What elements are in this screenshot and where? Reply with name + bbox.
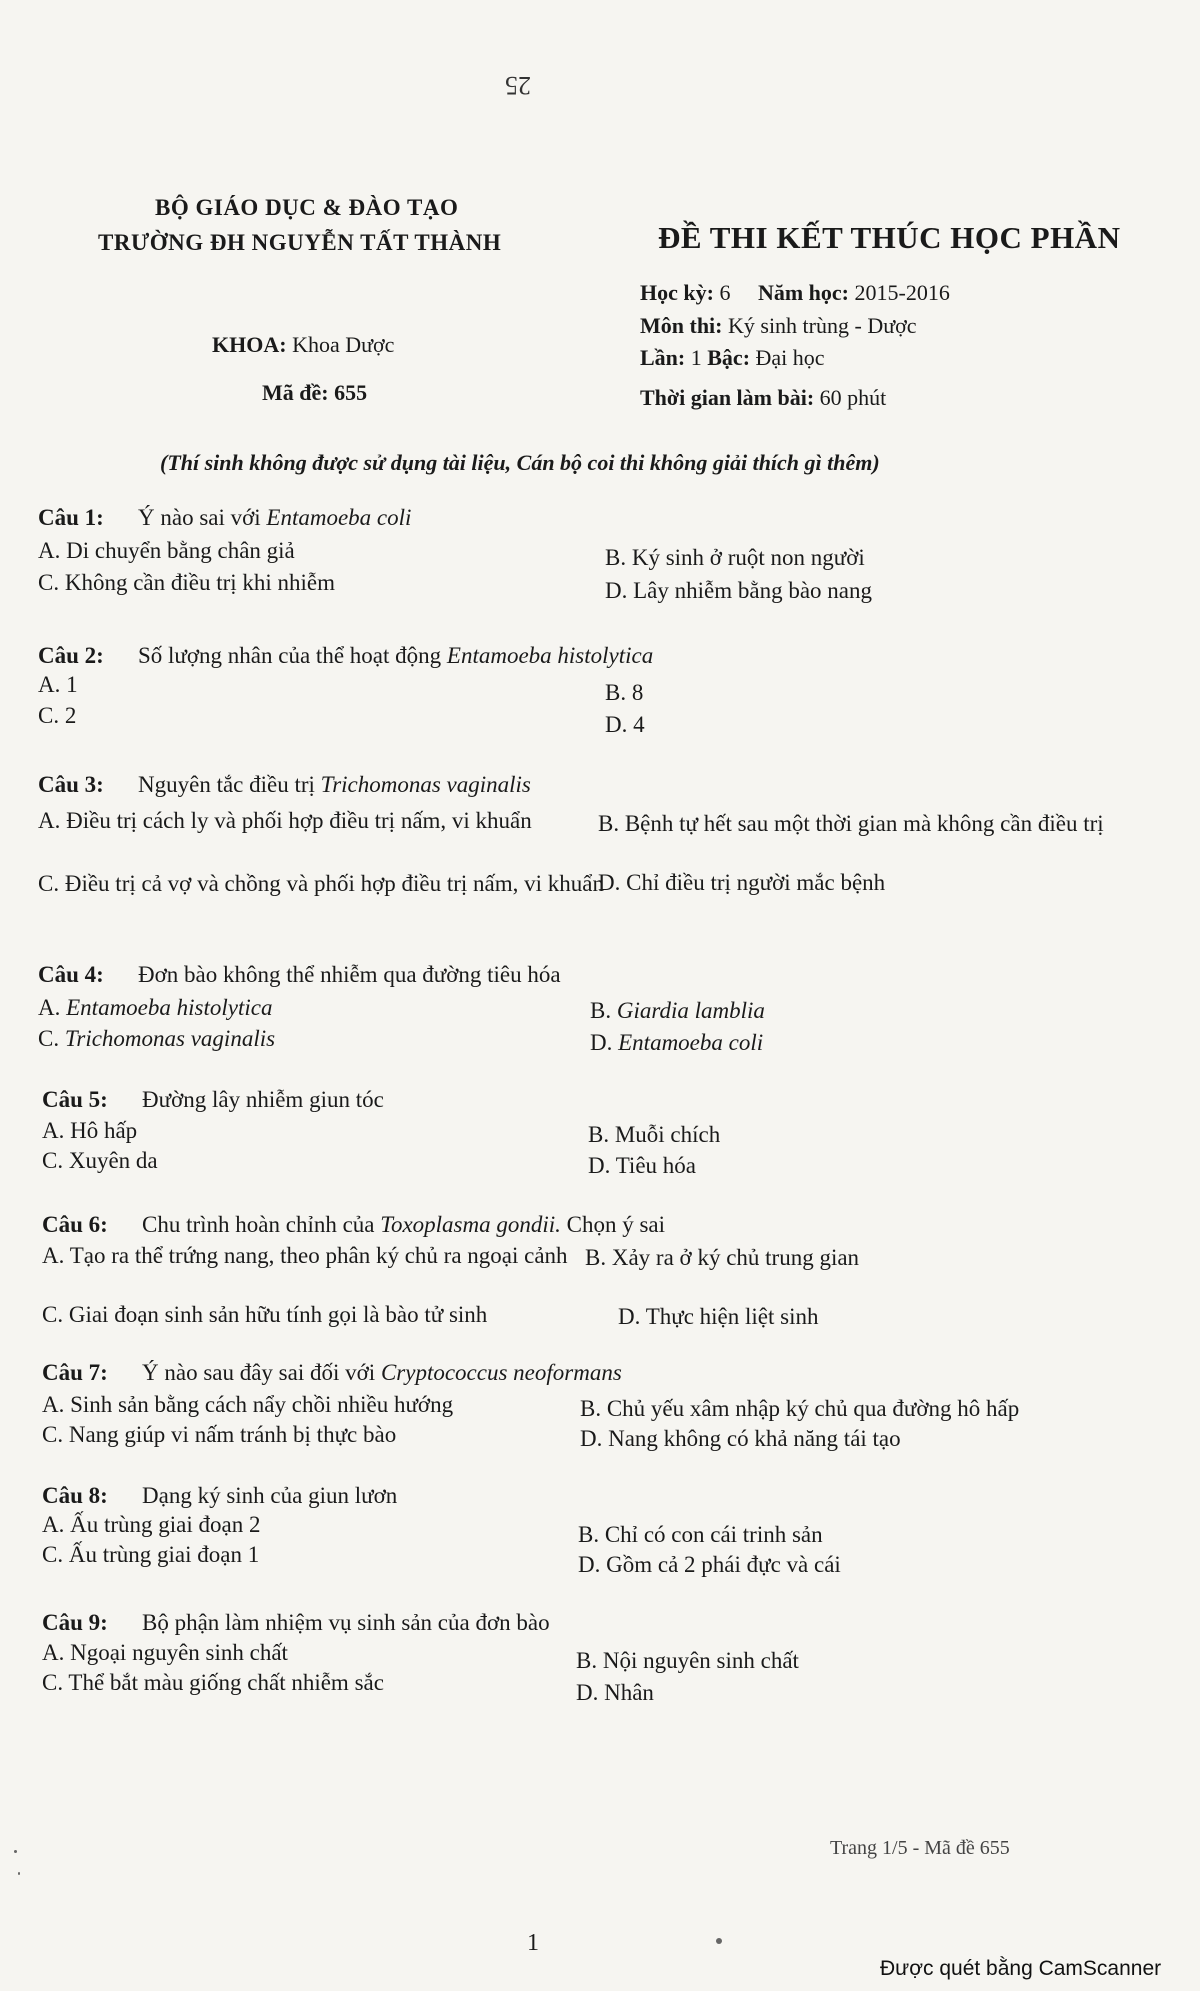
scan-speck	[14, 1850, 17, 1853]
level-value: Đại học	[755, 345, 825, 370]
scanner-watermark: Được quét bằng CamScanner	[880, 1957, 1162, 1980]
option-term: Trichomonas vaginalis	[64, 1026, 276, 1051]
option-prefix: B.	[590, 998, 612, 1023]
scan-speck	[18, 1872, 20, 1875]
question-number: Câu 2:	[38, 643, 104, 668]
question-term: Trichomonas vaginalis	[320, 772, 531, 797]
q1-option-c: C. Không cần điều trị khi nhiễm	[38, 570, 336, 595]
question-text: Đường lây nhiễm giun tóc	[142, 1087, 384, 1112]
year-label: Năm học:	[757, 280, 849, 305]
question-1-title	[38, 505, 411, 531]
q2-option-b: B. 8	[605, 680, 644, 705]
q1-option-a: A. Di chuyển bằng chân giả	[38, 538, 295, 563]
q9-option-a: A. Ngoại nguyên sinh chất	[42, 1640, 288, 1665]
question-text: Dạng ký sinh của giun lươn	[142, 1483, 398, 1508]
q3-option-b: B. Bệnh tự hết sau một thời gian mà không cần điều trị	[598, 811, 1104, 836]
top-page-mark: 25	[505, 71, 531, 100]
duration-line	[640, 385, 886, 411]
question-6-title	[42, 1212, 665, 1238]
question-suffix: Chọn ý sai	[560, 1212, 666, 1237]
q8-option-a: A. Ấu trùng giai đoạn 2	[42, 1512, 261, 1537]
university-name: TRƯỜNG ĐH NGUYỄN TẤT THÀNH	[98, 230, 502, 255]
q6-option-d: D. Thực hiện liệt sinh	[618, 1304, 819, 1329]
attempt-label: Lần:	[640, 345, 686, 370]
question-text: Bộ phận làm nhiệm vụ sinh sản của đơn bào	[142, 1610, 550, 1635]
q3-option-d: D. Chỉ điều trị người mắc bệnh	[598, 870, 886, 895]
q2-option-a: A. 1	[38, 672, 78, 697]
q7-option-c: C. Nang giúp vi nấm tránh bị thực bào	[42, 1422, 397, 1447]
question-number: Câu 5:	[42, 1087, 108, 1112]
q6-option-b: B. Xảy ra ở ký chủ trung gian	[585, 1245, 860, 1270]
q1-option-d: D. Lây nhiễm bằng bào nang	[605, 578, 872, 603]
q7-option-b: B. Chủ yếu xâm nhập ký chủ qua đường hô hấp	[580, 1396, 1020, 1421]
q3-option-c: C. Điều trị cả vợ và chồng và phối hợp điều trị nấm, vi khuẩn	[38, 871, 604, 896]
question-2-title	[38, 643, 653, 669]
attempt-value: 1	[690, 345, 702, 370]
faculty-value: Khoa Dược	[292, 332, 395, 357]
question-term: Cryptococcus neoformans	[380, 1360, 622, 1385]
year-value: 2015-2016	[854, 280, 950, 305]
q5-option-b: B. Muỗi chích	[588, 1122, 721, 1147]
question-term: Entamoeba histolytica	[446, 643, 654, 668]
question-number: Câu 7:	[42, 1360, 108, 1385]
exam-code-label: Mã đề:	[262, 380, 329, 405]
question-text: Đơn bào không thể nhiễm qua đường tiêu hóa	[138, 962, 561, 987]
page-footer-label: Trang 1/5 - Mã đề 655	[830, 1837, 1010, 1859]
subject-label: Môn thi:	[640, 313, 723, 338]
q1-option-b: B. Ký sinh ở ruột non người	[605, 545, 865, 570]
question-5-title	[42, 1087, 384, 1113]
option-prefix: C.	[38, 1026, 60, 1051]
semester-value: 6	[719, 280, 731, 305]
q5-option-a: A. Hô hấp	[42, 1118, 138, 1143]
attempt-line	[640, 345, 825, 371]
q9-option-b: B. Nội nguyên sinh chất	[576, 1648, 799, 1673]
faculty-label: KHOA:	[212, 332, 287, 357]
q2-option-c: C. 2	[38, 703, 77, 728]
question-term: Toxoplasma gondii.	[380, 1212, 561, 1237]
level-label: Bậc:	[707, 345, 751, 370]
question-7-title	[42, 1360, 622, 1386]
question-number: Câu 6:	[42, 1212, 108, 1237]
subject-value: Ký sinh trùng - Dược	[728, 313, 917, 338]
q8-option-c: C. Ấu trùng giai đoạn 1	[42, 1542, 260, 1567]
option-prefix: A.	[38, 995, 61, 1020]
exam-code-value: 655	[334, 380, 368, 405]
question-3-title	[38, 772, 531, 798]
duration-value: 60 phút	[819, 385, 887, 410]
question-8-title	[42, 1483, 397, 1509]
option-term: Entamoeba histolytica	[66, 995, 273, 1020]
subject-line	[640, 313, 917, 339]
q7-option-a: A. Sinh sản bằng cách nẩy chồi nhiều hướng	[42, 1392, 454, 1417]
option-prefix: D.	[590, 1030, 613, 1055]
ministry-name: BỘ GIÁO DỤC & ĐÀO TẠO	[155, 195, 459, 220]
q9-option-d: D. Nhân	[576, 1680, 654, 1705]
q4-option-a	[38, 995, 272, 1021]
question-text: Chu trình hoàn chỉnh của	[142, 1212, 375, 1237]
question-number: Câu 1:	[38, 505, 104, 530]
q5-option-d: D. Tiêu hóa	[588, 1153, 696, 1178]
q5-option-c: C. Xuyên da	[42, 1148, 158, 1173]
duration-label: Thời gian làm bài:	[640, 385, 815, 410]
exam-instruction: (Thí sinh không được sử dụng tài liệu, Cán bộ coi thi không giải thích gì thêm)	[160, 450, 880, 475]
question-number: Câu 3:	[38, 772, 104, 797]
q4-option-c	[38, 1026, 275, 1052]
semester-line	[640, 280, 950, 306]
q7-option-d: D. Nang không có khả năng tái tạo	[580, 1426, 901, 1451]
exam-title: ĐỀ THI KẾT THÚC HỌC PHẦN	[658, 220, 1121, 255]
question-text: Ý nào sai với	[138, 505, 261, 530]
question-9-title	[42, 1610, 550, 1636]
q2-option-d: D. 4	[605, 712, 645, 737]
option-term: Entamoeba coli	[618, 1030, 764, 1055]
scan-speck	[716, 1938, 722, 1944]
faculty-line	[212, 332, 394, 358]
question-number: Câu 9:	[42, 1610, 108, 1635]
page-number: 1	[527, 1930, 539, 1956]
q8-option-b: B. Chỉ có con cái trinh sản	[578, 1522, 823, 1547]
q3-option-a: A. Điều trị cách ly và phối hợp điều trị nấm, vi khuẩn	[38, 808, 532, 833]
question-number: Câu 8:	[42, 1483, 108, 1508]
question-4-title	[38, 962, 561, 988]
option-term: Giardia lamblia	[616, 998, 765, 1023]
exam-code-line	[262, 380, 367, 406]
question-text: Ý nào sau đây sai đối với	[142, 1360, 376, 1385]
question-text: Số lượng nhân của thể hoạt động	[138, 643, 442, 668]
q4-option-b	[590, 998, 765, 1024]
q4-option-d	[590, 1030, 763, 1056]
question-number: Câu 4:	[38, 962, 104, 987]
question-term: Entamoeba coli	[266, 505, 412, 530]
q8-option-d: D. Gồm cả 2 phái đực và cái	[578, 1552, 841, 1577]
q9-option-c: C. Thể bắt màu giống chất nhiễm sắc	[42, 1670, 384, 1695]
question-text: Nguyên tắc điều trị	[138, 772, 315, 797]
semester-label: Học kỳ:	[640, 280, 714, 305]
q6-option-a: A. Tạo ra thể trứng nang, theo phân ký chủ ra ngoại cảnh	[42, 1243, 568, 1268]
q6-option-c: C. Giai đoạn sinh sản hữu tính gọi là bào tử sinh	[42, 1302, 488, 1327]
